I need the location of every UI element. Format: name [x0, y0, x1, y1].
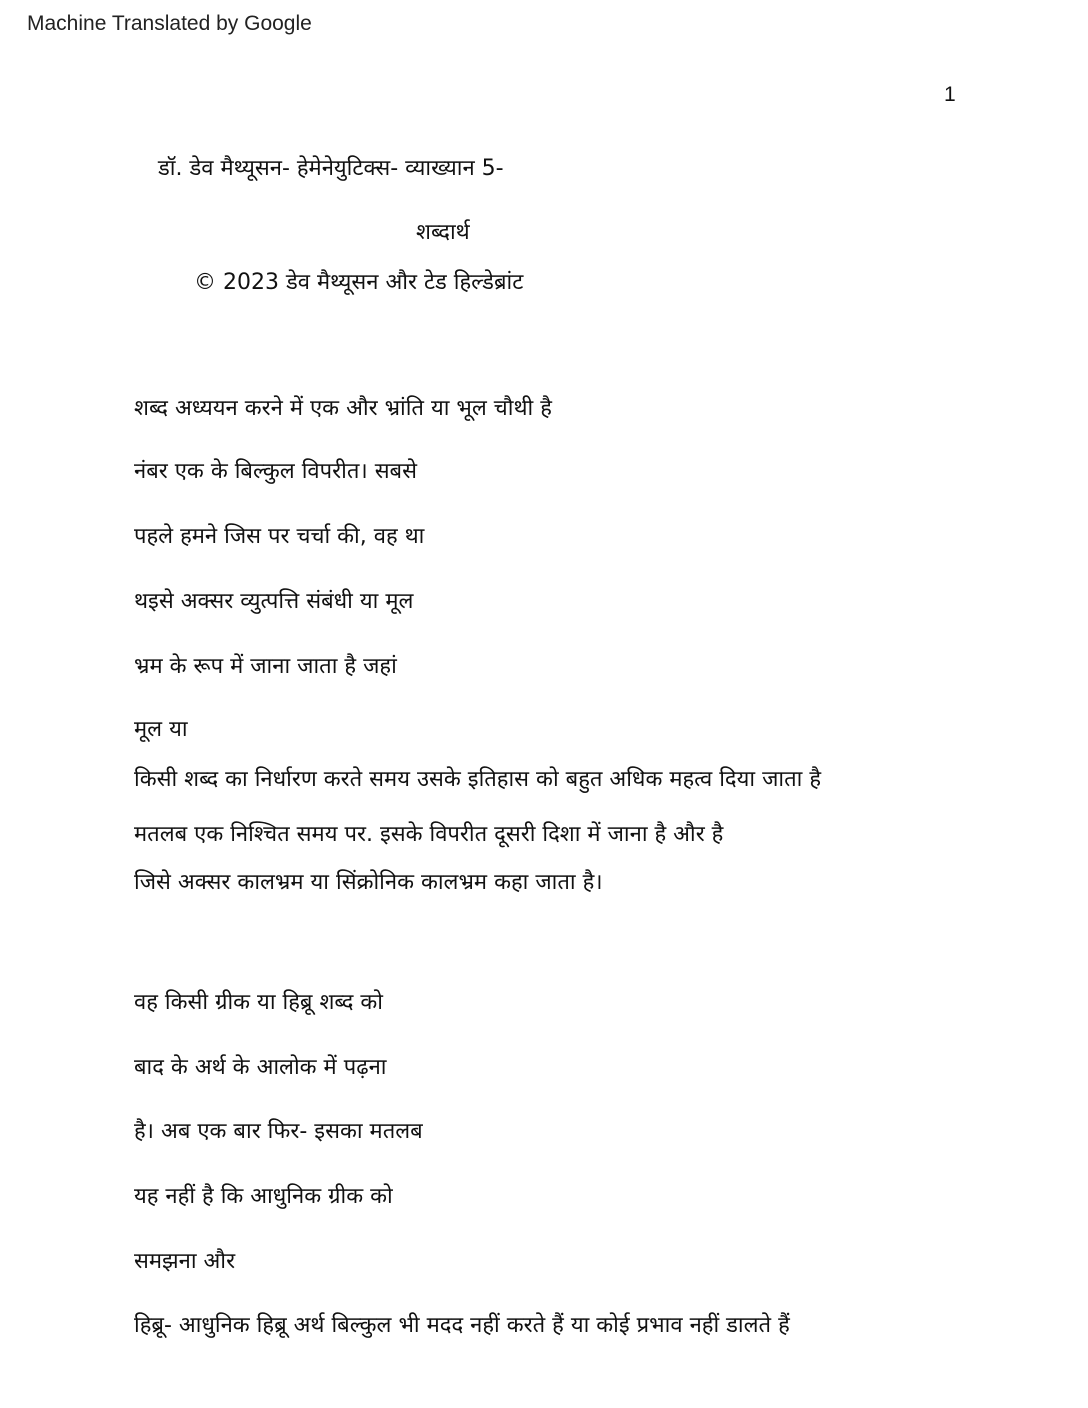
paragraph-1-line-6: मूल या — [134, 717, 188, 742]
paragraph-1-line-3: पहले हमने जिस पर चर्चा की, वह था — [134, 524, 425, 549]
paragraph-2-line-5: समझना और — [134, 1249, 236, 1274]
paragraph-1-line-9: जिसे अक्सर कालभ्रम या सिंक्रोनिक कालभ्रम कहा जाता है। — [134, 870, 603, 895]
copyright-line: © 2023 डेव मैथ्यूसन और टेड हिल्डेब्रांट — [194, 270, 524, 295]
paragraph-2-line-2: बाद के अर्थ के आलोक में पढ़ना — [134, 1055, 387, 1080]
paragraph-1-line-8: मतलब एक निश्चित समय पर. इसके विपरीत दूसरी दिशा में जाना है और है — [134, 822, 724, 847]
paragraph-1-line-5: भ्रम के रूप में जाना जाता है जहां — [134, 654, 397, 679]
paragraph-2-line-3: है। अब एक बार फिर- इसका मतलब — [134, 1119, 423, 1144]
paragraph-2-line-4: यह नहीं है कि आधुनिक ग्रीक को — [134, 1184, 393, 1209]
paragraph-1-line-2: नंबर एक के बिल्कुल विपरीत। सबसे — [134, 459, 417, 484]
lecture-subtitle: शब्दार्थ — [416, 220, 470, 245]
page-number: 1 — [944, 83, 956, 106]
lecture-title: डॉ. डेव मैथ्यूसन- हेमेनेयुटिक्स- व्याख्यान 5- — [158, 156, 504, 181]
paragraph-2-line-1: वह किसी ग्रीक या हिब्रू शब्द को — [134, 990, 384, 1015]
paragraph-1-line-7: किसी शब्द का निर्धारण करते समय उसके इतिहास को बहुत अधिक महत्व दिया जाता है — [134, 767, 822, 792]
paragraph-1-line-1: शब्द अध्ययन करने में एक और भ्रांति या भूल चौथी है — [134, 396, 552, 421]
paragraph-2-line-6: हिब्रू- आधुनिक हिब्रू अर्थ बिल्कुल भी मदद नहीं करते हैं या कोई प्रभाव नहीं डालते हैं — [134, 1313, 790, 1338]
paragraph-1-line-4: थइसे अक्सर व्युत्पत्ति संबंधी या मूल — [134, 589, 414, 614]
machine-translated-banner: Machine Translated by Google — [27, 12, 312, 35]
